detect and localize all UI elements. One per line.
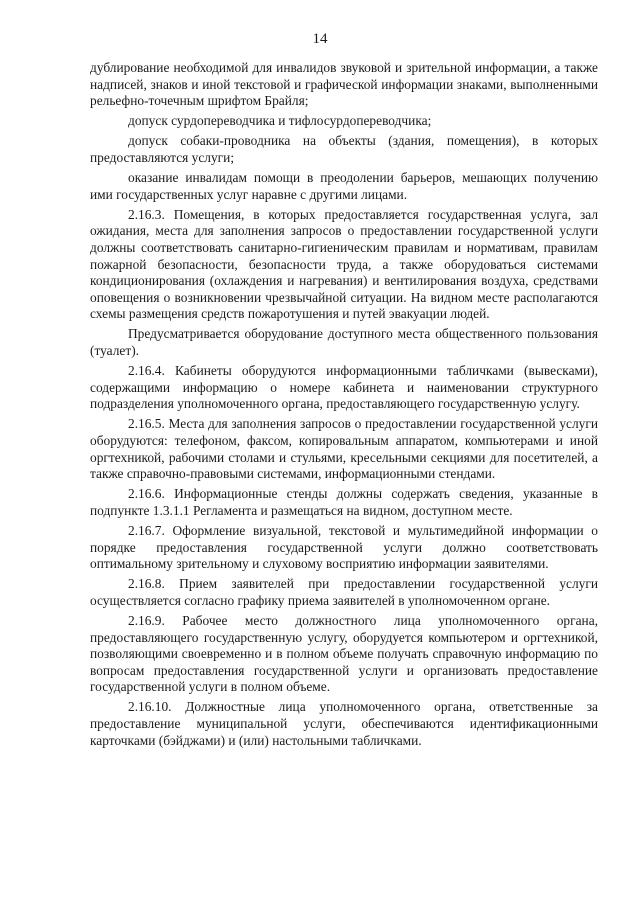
document-body [90,60,598,749]
page-number: 14 [312,31,328,47]
paragraph: оказание инвалидам помощи в преодолении барьеров, мешающих получению ими государственных услуг наравне с другими лицами. [90,170,598,202]
paragraph: 2.16.6. Информационные стенды должны содержать сведения, указанные в подпункте 1.3.1.1 Регламента и размещаться на видном, доступном месте. [90,486,598,518]
paragraph: допуск сурдопереводчика и тифлосурдопереводчика; [128,113,432,129]
paragraph: 2.16.3. Помещения, в которых предоставляется государственная услуга, зал ожидания, места для заполнения запросов о предоставлении государственной услуги должны соответствовать санитарно-гигиеническим правилам и нормативам, правилам пожарной безопасности, безопасности труда, а также оборудоваться системами кондиционирования (охлаждения и нагревания) и вентилирования воздуха, средствами оповещения о возникновении чрезвычайной ситуации. На видном месте располагаются схемы размещения средств пожаротушения и путей эвакуации людей. [90,206,598,322]
paragraph: 2.16.5. Места для заполнения запросов о предоставлении государственной услуги оборудуются: телефоном, факсом, копировальным аппаратом, компьютерами и иной оргтехникой, рабочими столами и стульями, кресельными секциями для посетителей, а также справочно-правовыми системами, информационными стендами. [90,416,598,482]
paragraph: Предусматривается оборудование доступного места общественного пользования (туалет). [90,326,598,358]
paragraph: допуск собаки-проводника на объекты (здания, помещения), в которых предоставляются услуги; [90,133,598,165]
paragraph: 2.16.8. Прием заявителей при предоставлении государственной услуги осуществляется согласно графику приема заявителей в уполномоченном органе. [90,576,598,608]
paragraph: 2.16.4. Кабинеты оборудуются информационными табличками (вывесками), содержащими информацию о номере кабинета и наименовании структурного подразделения уполномоченного органа, предоставляющего государственную услугу. [90,363,598,412]
paragraph: 2.16.10. Должностные лица уполномоченного органа, ответственные за предоставление муниципальной услуги, обеспечиваются идентификационными карточками (бэйджами) и (или) настольными табличками. [90,699,598,748]
paragraph: 2.16.7. Оформление визуальной, текстовой и мультимедийной информации о порядке предоставления государственной услуги должно соответствовать оптимальному зрительному и слуховому восприятию информации заявителями. [90,522,598,572]
paragraph: 2.16.9. Рабочее место должностного лица уполномоченного органа, предоставляющего государственную услугу, оборудуется компьютером и оргтехникой, позволяющими своевременно и в полном объеме получать справочную информацию по вопросам предоставления государственной услуги и организовать предоставление государственной услуги в полном объеме. [90,612,598,695]
paragraph: дублирование необходимой для инвалидов звуковой и зрительной информации, а также надписей, знаков и иной текстовой и графической информации знаками, выполненными рельефно-точечным шрифтом Брайля; [90,60,598,109]
